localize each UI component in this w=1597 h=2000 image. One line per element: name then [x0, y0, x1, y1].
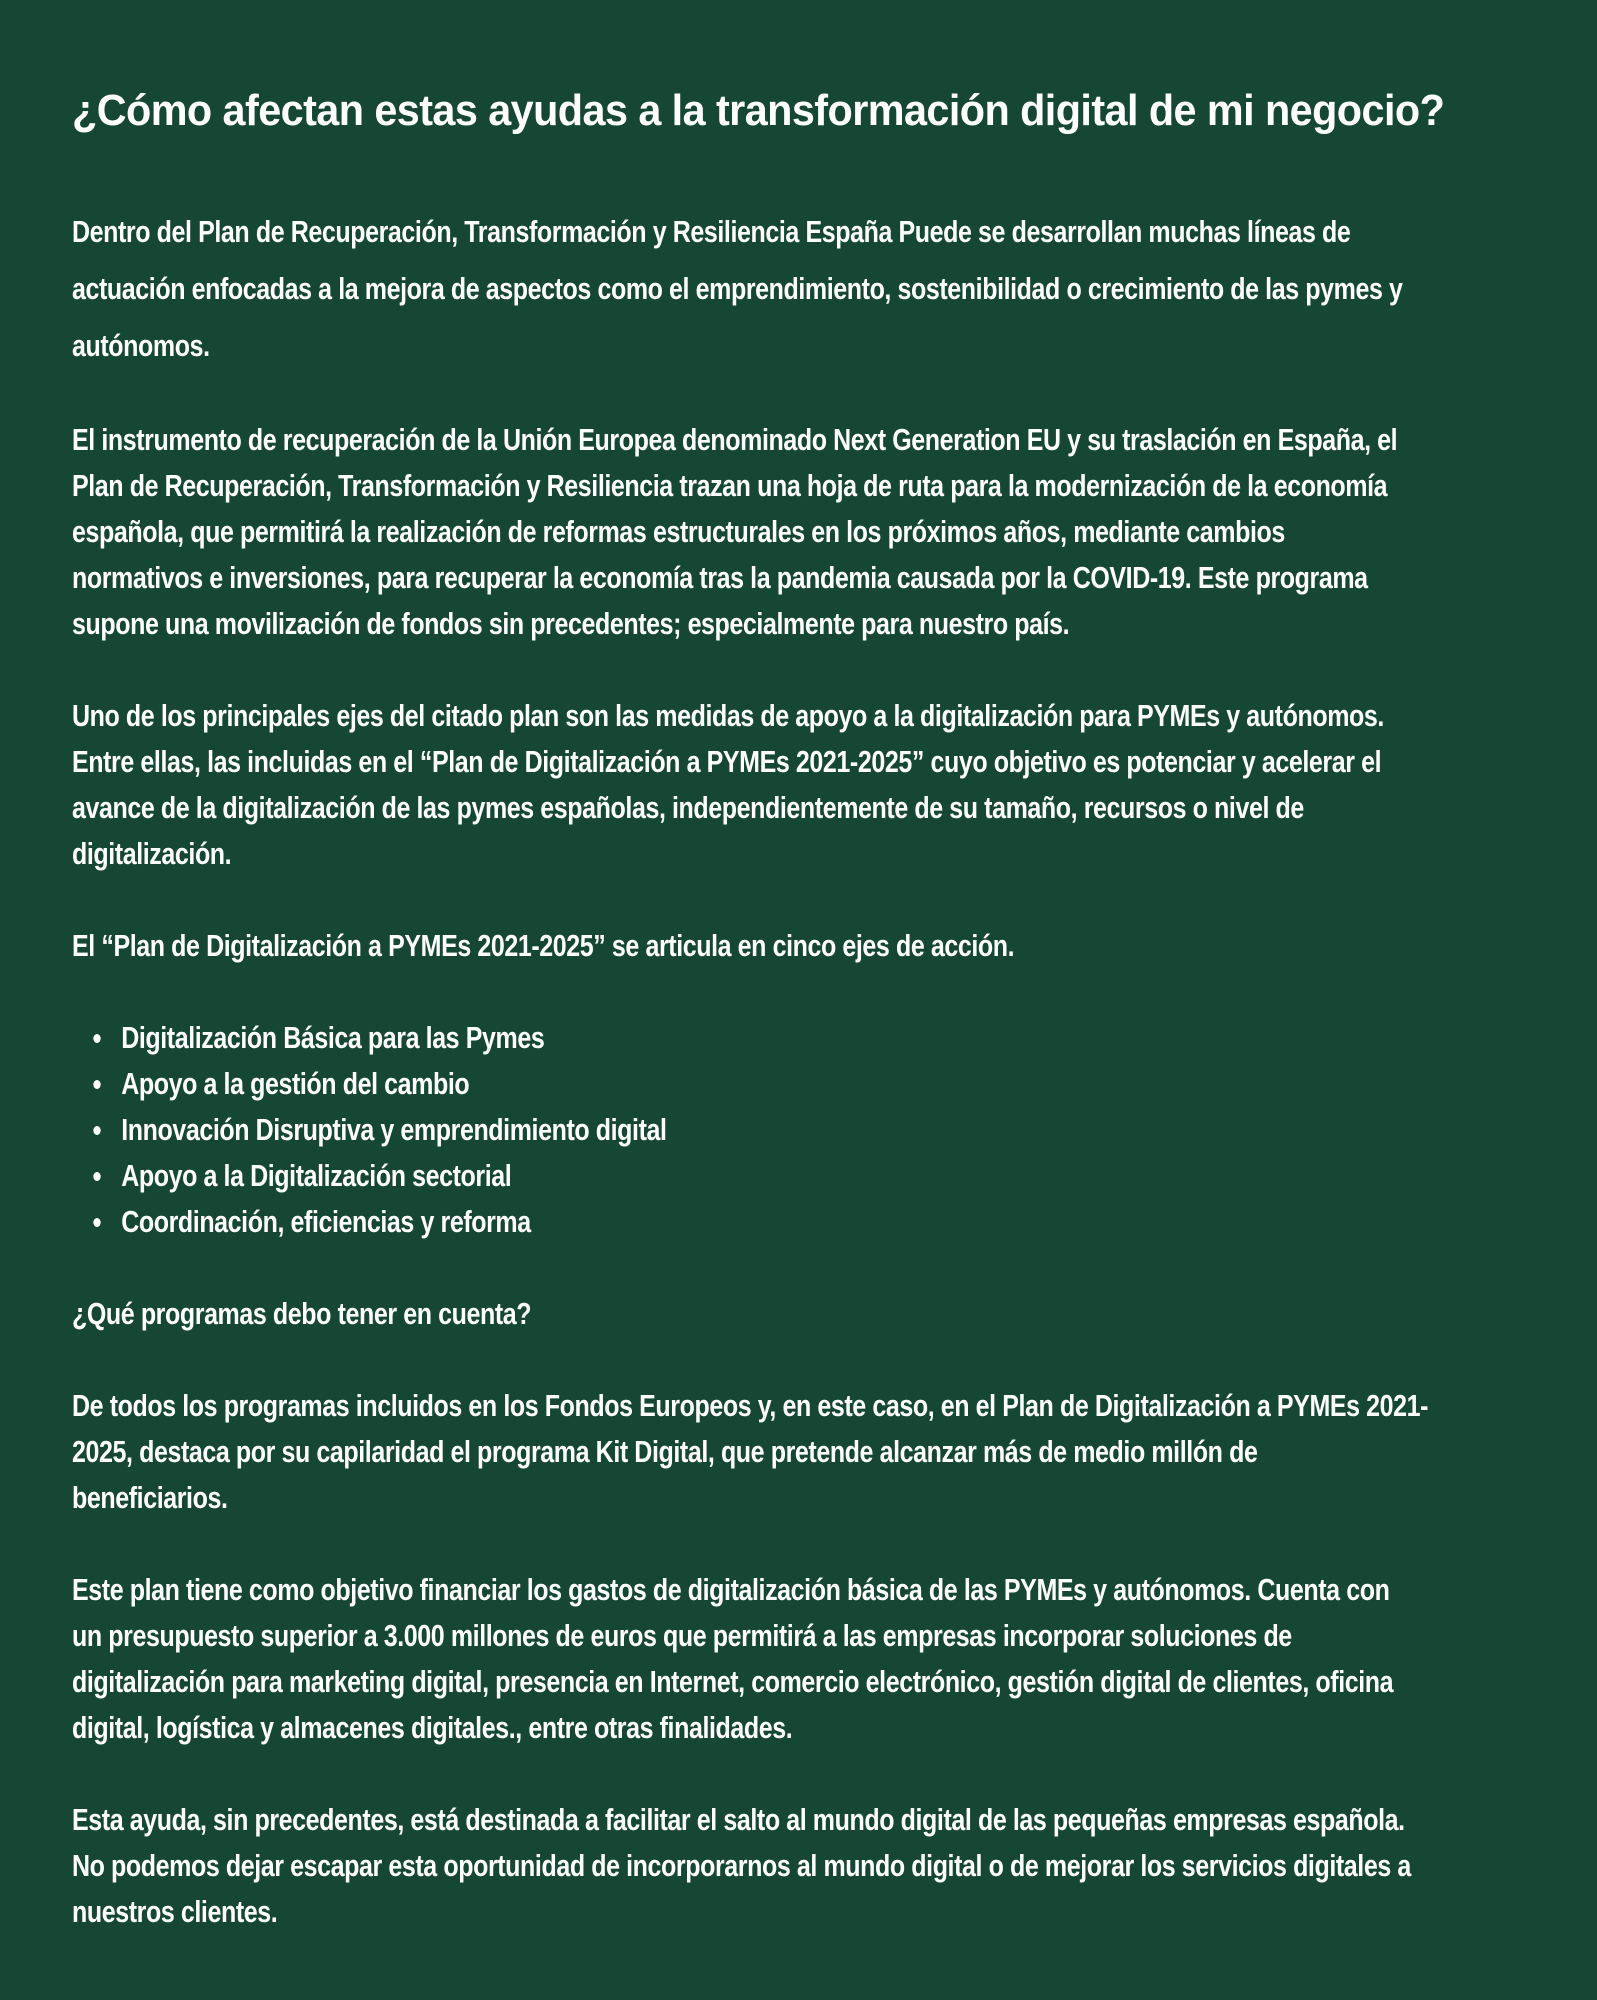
paragraph-line: Este plan tiene como objetivo financiar los gastos de digitalización básica de las PYMEs y autónomos. Cuenta con	[72, 1573, 1390, 1607]
digitalization-plan-paragraph	[72, 693, 1581, 877]
intro-line: autónomos.	[72, 329, 210, 363]
list-item: Apoyo a la gestión del cambio	[121, 1061, 1581, 1107]
action-axes-intro: El “Plan de Digitalización a PYMEs 2021-2025” se articula en cinco ejes de acción.	[72, 929, 1015, 963]
list-item: Apoyo a la Digitalización sectorial	[121, 1153, 1581, 1199]
article-title: ¿Cómo afectan estas ayudas a la transformación digital de mi negocio?	[72, 86, 1445, 135]
kit-digital-paragraph	[72, 1383, 1581, 1521]
paragraph-line: 2025, destaca por su capilaridad el programa Kit Digital, que pretende alcanzar más de medio millón de	[72, 1435, 1258, 1469]
list-item: Innovación Disruptiva y emprendimiento digital	[121, 1107, 1581, 1153]
paragraph-line: española, que permitirá la realización de reformas estructurales en los próximos años, mediante cambios	[72, 515, 1285, 549]
action-axes-list	[72, 1015, 1581, 1245]
paragraph-line: avance de la digitalización de las pymes españolas, independientemente de su tamaño, recursos o nivel de	[72, 791, 1304, 825]
next-generation-paragraph	[72, 417, 1581, 647]
list-item: Coordinación, eficiencias y reforma	[121, 1199, 1581, 1245]
paragraph-line: nuestros clientes.	[72, 1895, 278, 1929]
paragraph-line: Esta ayuda, sin precedentes, está destinada a facilitar el salto al mundo digital de las pequeñas empresas española.	[72, 1803, 1405, 1837]
paragraph-line: Plan de Recuperación, Transformación y Resiliencia trazan una hoja de ruta para la modernización de la economía	[72, 469, 1388, 503]
intro-line: Dentro del Plan de Recuperación, Transformación y Resiliencia España Puede se desarrollan muchas líneas de	[72, 215, 1351, 249]
paragraph-line: digitalización.	[72, 837, 232, 871]
programs-subheading: ¿Qué programas debo tener en cuenta?	[72, 1297, 532, 1331]
paragraph-line: No podemos dejar escapar esta oportunidad de incorporarnos al mundo digital o de mejorar los servicios digitales a	[72, 1849, 1411, 1883]
paragraph-line: un presupuesto superior a 3.000 millones de euros que permitirá a las empresas incorporar soluciones de	[72, 1619, 1292, 1653]
intro-line: actuación enfocadas a la mejora de aspectos como el emprendimiento, sostenibilidad o crecimiento de las pymes y	[72, 272, 1403, 306]
paragraph-line: digitalización para marketing digital, presencia en Internet, comercio electrónico, gestión digital de clientes, oficina	[72, 1665, 1394, 1699]
paragraph-line: beneficiarios.	[72, 1481, 228, 1515]
intro-paragraph	[72, 204, 1581, 375]
article-body	[72, 204, 1581, 1935]
paragraph-line: Uno de los principales ejes del citado plan son las medidas de apoyo a la digitalización para PYMEs y autónomos.	[72, 699, 1384, 733]
paragraph-line: supone una movilización de fondos sin precedentes; especialmente para nuestro país.	[72, 607, 1070, 641]
paragraph-line: Entre ellas, las incluidas en el “Plan de Digitalización a PYMEs 2021-2025” cuyo objetivo es potenciar y acelerar el	[72, 745, 1382, 779]
paragraph-line: normativos e inversiones, para recuperar la economía tras la pandemia causada por la COVID-19. Este programa	[72, 561, 1368, 595]
closing-paragraph	[72, 1797, 1581, 1935]
paragraph-line: El instrumento de recuperación de la Unión Europea denominado Next Generation EU y su traslación en España, el	[72, 423, 1398, 457]
plan-objective-paragraph	[72, 1567, 1581, 1751]
paragraph-line: De todos los programas incluidos en los Fondos Europeos y, en este caso, en el Plan de Digitalización a PYMEs 2021-	[72, 1389, 1429, 1423]
list-item: Digitalización Básica para las Pymes	[121, 1015, 1581, 1061]
paragraph-line: digital, logística y almacenes digitales., entre otras finalidades.	[72, 1711, 793, 1745]
